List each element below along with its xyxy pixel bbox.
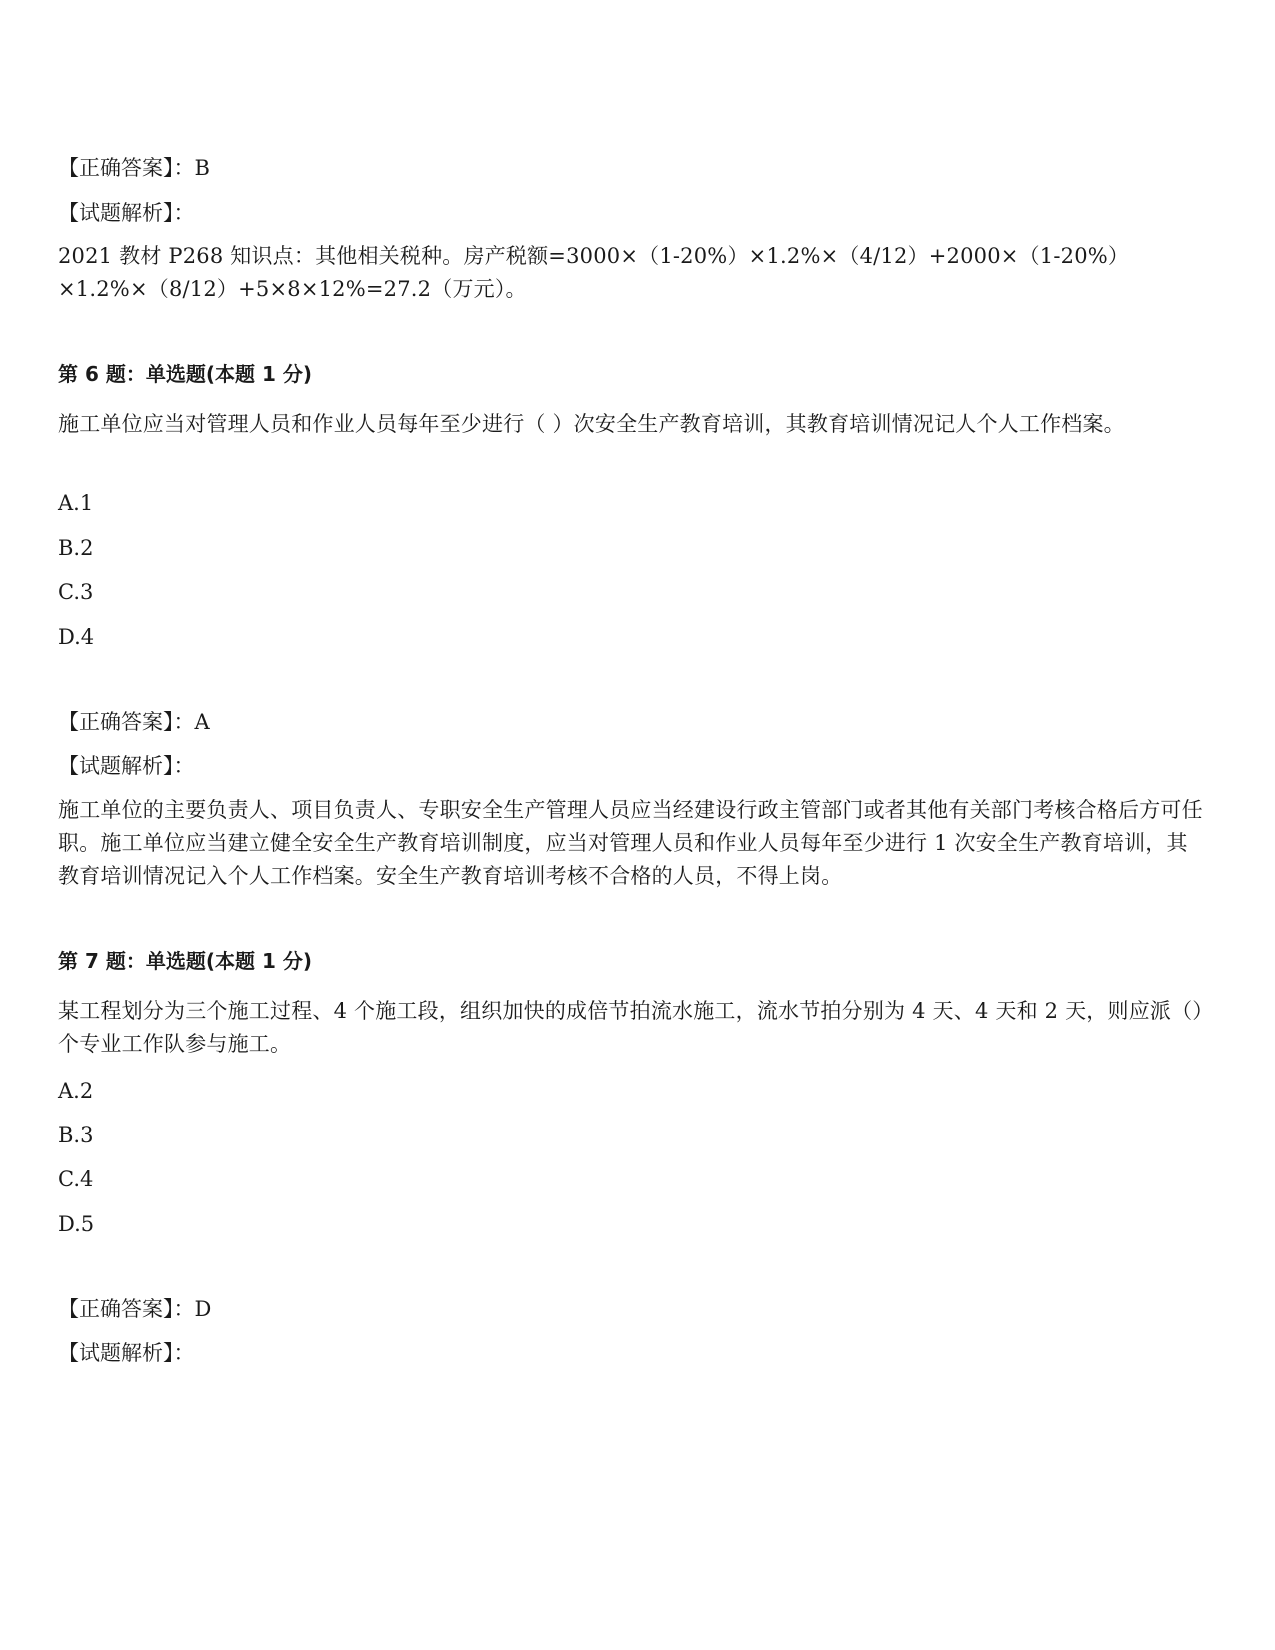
q6-answer: 【正确答案】：A [58,710,210,734]
q7-heading: 第 7 题：单选题(本题 1 分) [58,949,312,973]
q6-option-b: B.2 [58,536,94,560]
q6-heading: 第 6 题：单选题(本题 1 分) [58,362,312,386]
q7-option-c: C.4 [58,1167,94,1191]
q6-question: 施工单位应当对管理人员和作业人员每年至少进行（ ）次安全生产教育培训，其教育培训情况记人个人工作档案。 [58,412,1125,436]
q7-analysis-label: 【试题解析】： [58,1341,195,1365]
q7-answer: 【正确答案】：D [58,1297,212,1321]
q6-option-d: D.4 [58,625,95,649]
q6-analysis-label: 【试题解析】： [58,754,195,778]
q5-answer: 【正确答案】：B [58,156,210,180]
q6-option-c: C.3 [58,580,94,604]
q7-option-d: D.5 [58,1212,95,1236]
q7-option-a: A.2 [58,1079,94,1103]
q6-analysis-text: 施工单位的主要负责人、项目负责人、专职安全生产管理人员应当经建设行政主管部门或者其他有关部门考核合格后方可任职。施工单位应当建立健全安全生产教育培训制度，应当对管理人员和作业人员每年至少进行 1 次安全生产教育培训，其教育培训情况记入个人工作档案。安全生产教育培训考核不合格的人员，不得上岗。 [58,798,1203,888]
q7-question: 某工程划分为三个施工过程、4 个施工段，组织加快的成倍节拍流水施工，流水节拍分别为 4 天、4 天和 2 天，则应派（）个专业工作队参与施工。 [58,999,1203,1056]
document-page [58,0,1208,1650]
q5-analysis-label: 【试题解析】： [58,201,195,225]
q7-option-b: B.3 [58,1123,94,1147]
q6-option-a: A.1 [58,491,94,515]
q5-analysis-text: 2021 教材 P268 知识点：其他相关税种。房产税额=3000×（1-20%）×1.2%×（4/12）+2000×（1-20%）×1.2%×（8/12）+5×8×12%=27.2（万元）。 [58,244,1130,301]
